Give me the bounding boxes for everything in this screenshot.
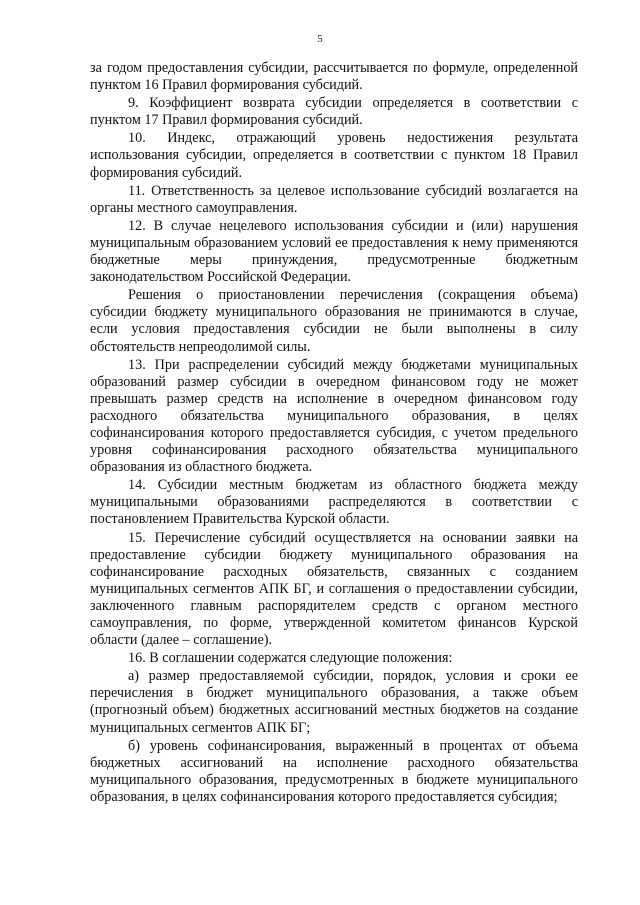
paragraph-12-decisions: Решения о приостановлении перечисления (сокращения объема) субсидии бюджету муниципального образования не принимаются в случае, если условия предоставления субсидии не были выполнены в силу обстоятельств непреодолимой силы. xyxy=(90,287,578,355)
document-body xyxy=(90,60,578,807)
paragraph-10: 10. Индекс, отражающий уровень недостижения результата использования субсидии, определяется в соответствии с пунктом 18 Правил формирования субсидий. xyxy=(90,130,578,181)
paragraph-16-a: а) размер предоставляемой субсидии, порядок, условия и сроки ее перечисления в бюджет муниципального образования, а также объем (прогнозный объем) бюджетных ассигнований местных бюджетов на создание муниципальных сегментов АПК БГ; xyxy=(90,668,578,736)
paragraph-16: 16. В соглашении содержатся следующие положения: xyxy=(128,650,453,667)
paragraph-11: 11. Ответственность за целевое использование субсидий возлагается на органы местного самоуправления. xyxy=(90,182,578,216)
page-number: 5 xyxy=(317,33,323,45)
paragraph-continuation: за годом предоставления субсидии, рассчитывается по формуле, определенной пунктом 16 Правил формирования субсидий. xyxy=(90,60,578,94)
paragraph-15: 15. Перечисление субсидий осуществляется на основании заявки на предоставление субсидии бюджету муниципального образования на софинансирование расходных обязательств, связанных с созданием муниципальных сегментов АПК БГ, и соглашения о предоставлении субсидии, заключенного главным распорядителем средств с органом местного самоуправления, по форме, утвержденной комитетом финансов Курской области (далее – соглашение). xyxy=(90,529,578,649)
paragraph-16-b: б) уровень софинансирования, выраженный в процентах от объема бюджетных ассигнований на исполнение расходного обязательства муниципального образования, предусмотренных в бюджете муниципального образования, в целях софинансирования которого предоставляется субсидия; xyxy=(90,737,578,805)
paragraph-9: 9. Коэффициент возврата субсидии определяется в соответствии с пунктом 17 Правил формирования субсидий. xyxy=(90,95,578,129)
paragraph-12: 12. В случае нецелевого использования субсидии и (или) нарушения муниципальным образованием условий ее предоставления к нему применяются бюджетные меры принуждения, предусмотренные бюджетным законодательством Российской Федерации. xyxy=(90,217,578,286)
paragraph-13: 13. При распределении субсидий между бюджетами муниципальных образований размер субсидии в очередном финансовом году не может превышать размер средств на исполнение в очередном финансовом году расходного обязательства муниципального образования, в целях софинансирования которого предоставляется субсидия, с учетом предельного уровня софинансирования расходного обязательства муниципального образования из областного бюджета. xyxy=(90,356,578,476)
paragraph-14: 14. Субсидии местным бюджетам из областного бюджета между муниципальными образованиями распределяются в соответствии с постановлением Правительства Курской области. xyxy=(90,477,578,528)
